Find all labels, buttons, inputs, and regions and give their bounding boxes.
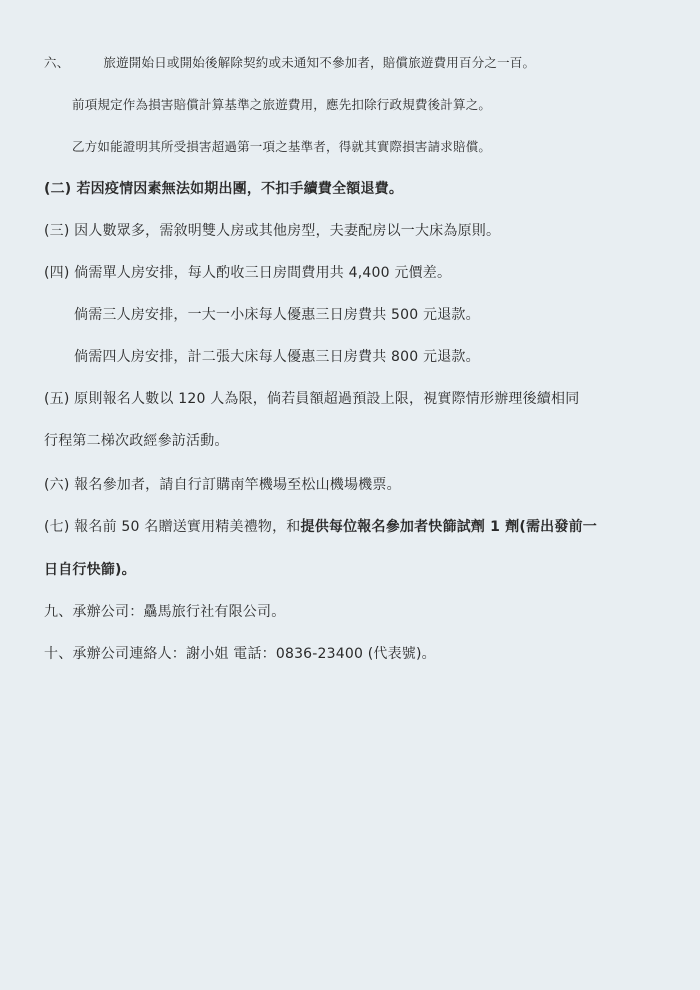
- item-five-line-2: 行程第二梯次政經參訪活動。: [44, 433, 229, 449]
- clause-six-note-1: 前項規定作為損害賠償計算基準之旅遊費用，應先扣除行政規費後計算之。: [72, 97, 492, 112]
- item-four-single-room: (四) 倘需單人房安排，每人酌收三日房間費用共 4,400 元價差。: [44, 265, 452, 281]
- clause-six-note-2: 乙方如能證明其所受損害超過第一項之基準者，得就其實際損害請求賠償。: [72, 139, 492, 154]
- organizer-company: 九、承辦公司：驫馬旅行社有限公司。: [44, 604, 286, 620]
- item-five-line-1: (五) 原則報名人數以 120 人為限，倘若員額超過預設上限，視實際情形辦理後續相同: [44, 391, 580, 407]
- organizer-contact: 十、承辦公司連絡人：謝小姐 電話：0836-23400 (代表號)。: [44, 646, 436, 662]
- item-three: (三) 因人數眾多，需敘明雙人房或其他房型，夫妻配房以一大床為原則。: [44, 223, 501, 239]
- item-six: (六) 報名參加者，請自行訂購南竿機場至松山機場機票。: [44, 477, 401, 493]
- clause-six-text: 旅遊開始日或開始後解除契約或未通知不參加者，賠償旅遊費用百分之一百。: [103, 55, 536, 70]
- item-seven-line-1: [44, 518, 597, 536]
- item-four-triple-room: 倘需三人房安排，一大一小床每人優惠三日房費共 500 元退款。: [74, 307, 480, 323]
- clause-six-label: 六、: [44, 55, 70, 70]
- item-seven-plain-text: (七) 報名前 50 名贈送實用精美禮物，和: [44, 519, 301, 535]
- item-seven-bold-text: 提供每位報名參加者快篩試劑 1 劑(需出發前一: [300, 519, 597, 535]
- item-four-quad-room: 倘需四人房安排，計二張大床每人優惠三日房費共 800 元退款。: [74, 349, 480, 365]
- item-two: (二) 若因疫情因素無法如期出團，不扣手續費全額退費。: [44, 181, 404, 197]
- item-seven-line-2: 日自行快篩)。: [44, 562, 136, 578]
- clause-six: [44, 54, 535, 72]
